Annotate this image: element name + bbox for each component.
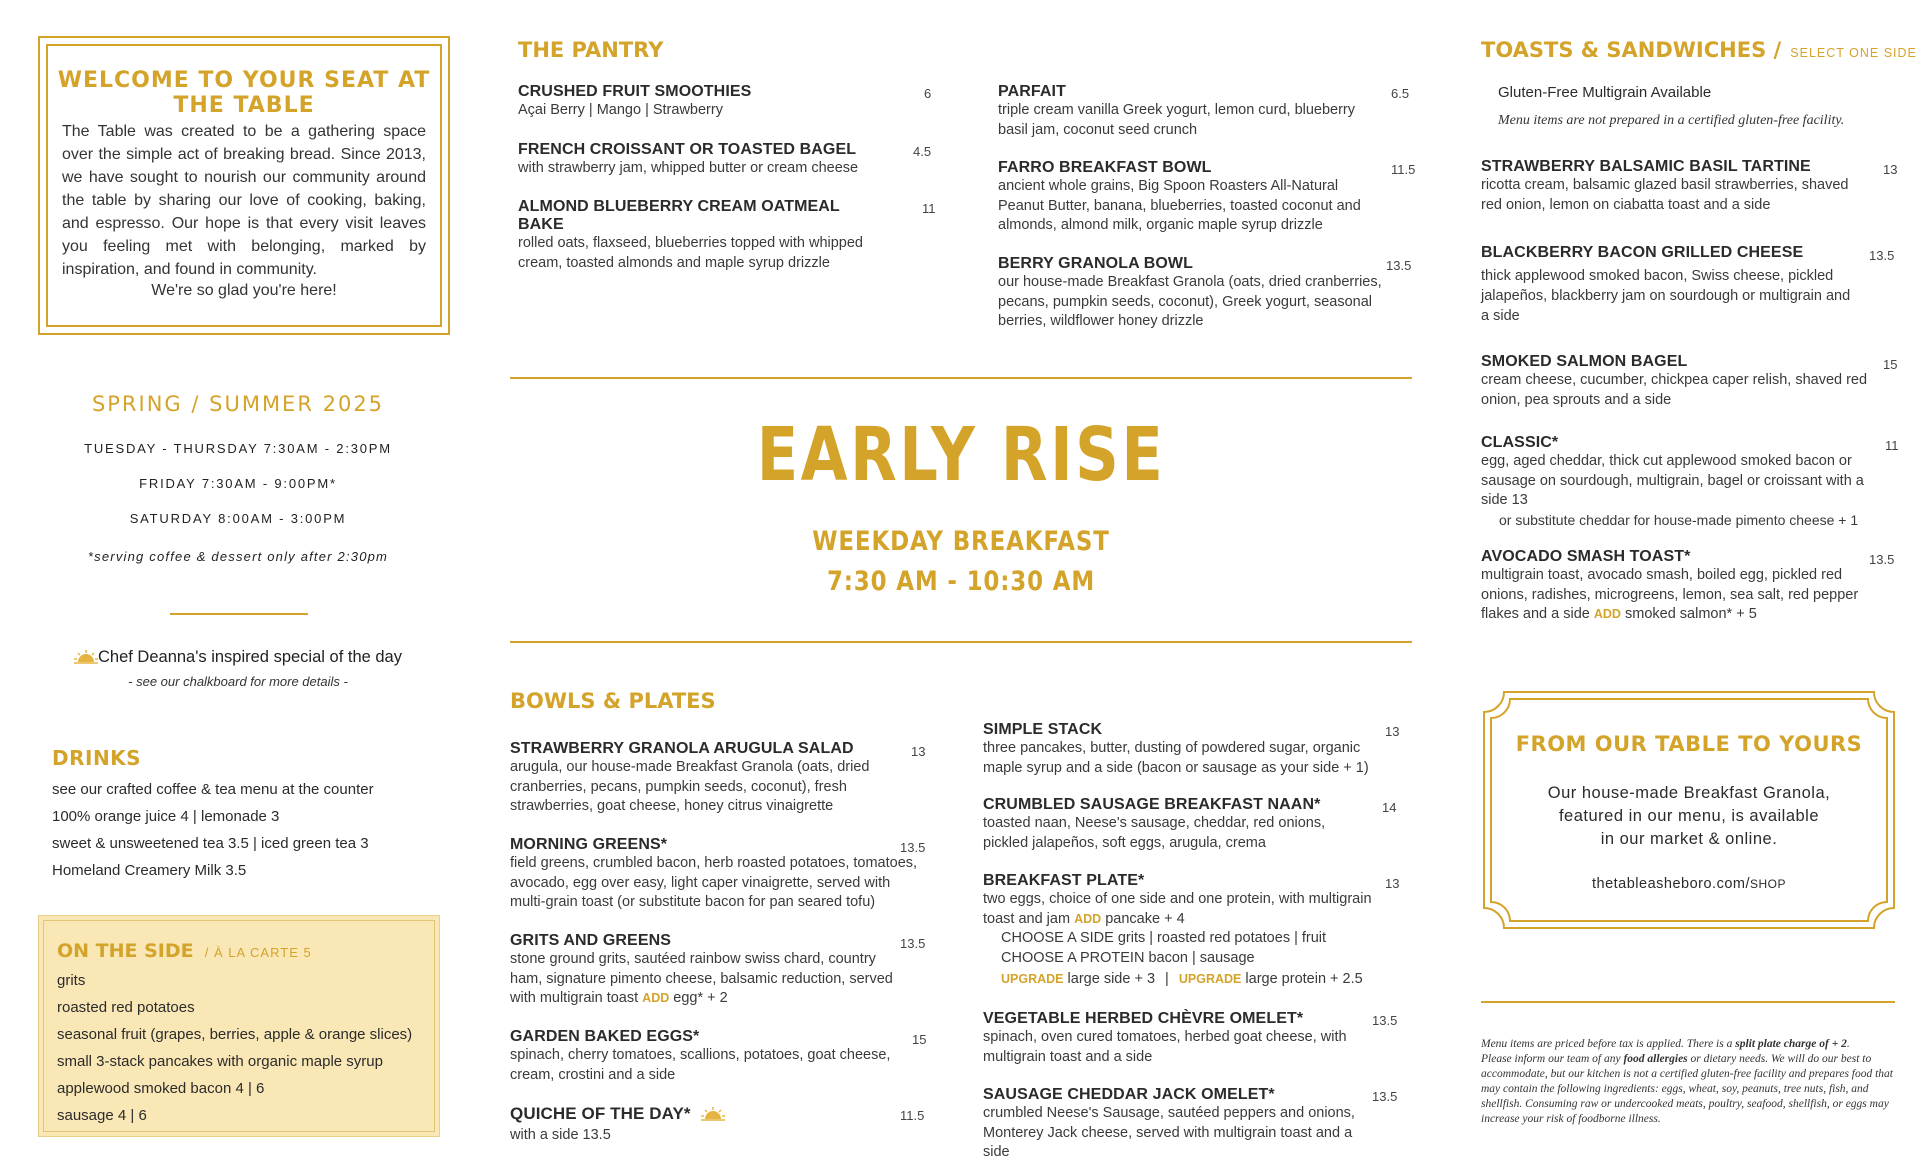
- upgrade-label: UPGRADE: [1001, 972, 1064, 986]
- item-price: 13: [1385, 724, 1400, 739]
- item-name: BREAKFAST PLATE*: [983, 872, 1145, 889]
- from-table-line-3: in our market & online.: [1600, 830, 1778, 848]
- item-name: FRENCH CROISSANT OR TOASTED BAGEL: [518, 141, 857, 158]
- upgrade-line: [983, 970, 1378, 990]
- item-desc: cream cheese, cucumber, chickpea caper relish, shaved red onion, pea sprouts and a side: [1481, 372, 1868, 408]
- divider-short: [170, 613, 308, 615]
- sunrise-icon: [74, 650, 98, 669]
- item-desc-text: two eggs, choice of one side and one protein, with multigrain toast and jam: [983, 891, 1372, 927]
- add-text: egg* + 2: [673, 990, 728, 1006]
- disclaimer: [1481, 1037, 1895, 1127]
- item-name: CRUMBLED SAUSAGE BREAKFAST NAAN*: [983, 796, 1321, 813]
- menu-item: [1481, 548, 1871, 625]
- item-desc: with strawberry jam, whipped butter or cream cheese: [518, 160, 859, 176]
- item-price: 13: [1385, 876, 1400, 891]
- on-the-side-box: [38, 915, 440, 1137]
- item-desc: three pancakes, butter, dusting of powdered sugar, organic maple syrup and a side (bacon or sausage as your side + 1): [983, 740, 1369, 776]
- shop-url-suffix[interactable]: SHOP: [1750, 877, 1787, 891]
- item-name: MORNING GREENS*: [510, 836, 668, 853]
- item-price: 11: [922, 201, 936, 216]
- item-name: SMOKED SALMON BAGEL: [1481, 353, 1688, 370]
- menu-item: [510, 836, 924, 913]
- welcome-title: WELCOME TO YOUR SEAT AT THE TABLE: [57, 68, 431, 118]
- sunrise-icon: [701, 1106, 725, 1126]
- item-sub-note: or substitute cheddar for house-made pimento cheese + 1: [1499, 511, 1859, 528]
- welcome-body: The Table was created to be a gathering space over the simple act of breaking bread. Since 2013, we have sought to nourish our community around the table by sharing our love of cooking, baking, and espresso. Our hope is that every visit leaves you feeling met with belonging, marked by inspiration, and found in community.: [62, 123, 426, 278]
- drink-line-3: sweet & unsweetened tea 3.5 | iced green tea 3: [52, 835, 369, 852]
- item-price: 6: [924, 86, 932, 101]
- item-name: CRUSHED FRUIT SMOOTHIES: [518, 83, 752, 100]
- choose-protein-line: CHOOSE A PROTEIN bacon | sausage: [1001, 949, 1255, 966]
- item-price: 13: [911, 744, 926, 759]
- item-price: 11.5: [1391, 162, 1416, 177]
- gluten-free-disclaimer: Menu items are not prepared in a certified gluten-free facility.: [1498, 113, 1845, 128]
- menu-item: [983, 796, 1373, 853]
- add-label: ADD: [1593, 607, 1621, 621]
- item-price: 11: [1885, 438, 1899, 453]
- menu-item: [983, 1086, 1378, 1163]
- menu-item: [983, 872, 1378, 990]
- disclaimer-p1-end: .: [1846, 1038, 1850, 1050]
- item-desc: [983, 890, 1378, 929]
- add-text: pancake + 4: [1105, 910, 1185, 927]
- item-desc-text: multigrain toast, avocado smash, boiled egg, pickled red onions, radishes, microgreens, lemon, sea salt, red pepper flakes and a side: [1481, 567, 1859, 622]
- special-note: - see our chalkboard for more details -: [128, 674, 348, 689]
- disclaimer-p1-bold: split plate charge of + 2: [1735, 1038, 1847, 1050]
- item-price: 6.5: [1391, 86, 1410, 101]
- menu-item: [983, 1010, 1378, 1067]
- side-item-bacon: applewood smoked bacon 4 | 6: [57, 1080, 265, 1097]
- item-price: 13.5: [900, 840, 926, 855]
- item-desc: egg, aged cheddar, thick cut applewood smoked bacon or sausage on sourdough, multigrain, bagel or croissant with a side 13: [1481, 453, 1864, 508]
- item-price: 14: [1382, 800, 1397, 815]
- item-desc: our house-made Breakfast Granola (oats, dried cranberries, pecans, pumpkin seeds, coconut), Greek yogurt, seasonal berries, wildflower honey drizzle: [998, 274, 1382, 329]
- item-desc: with a side 13.5: [510, 1127, 611, 1143]
- divider-right: [1481, 1001, 1895, 1003]
- side-item-fruit: seasonal fruit (grapes, berries, apple & orange slices): [57, 1026, 413, 1043]
- welcome-box: [38, 36, 450, 335]
- item-name: STRAWBERRY GRANOLA ARUGULA SALAD: [510, 740, 854, 757]
- menu-item: [510, 932, 910, 1009]
- menu-item: [1481, 434, 1866, 530]
- item-name: STRAWBERRY BALSAMIC BASIL TARTINE: [1481, 158, 1811, 175]
- special-line: [38, 648, 438, 669]
- menu-item: [998, 255, 1383, 332]
- disclaimer-p1: Menu items are priced before tax is applied. There is a: [1481, 1038, 1736, 1050]
- center-title: EARLY RISE: [756, 412, 1166, 498]
- item-name: BLACKBERRY BACON GRILLED CHEESE: [1481, 244, 1804, 261]
- item-desc: arugula, our house-made Breakfast Granola (oats, dried cranberries, pecans, pumpkin seeds, coconut), fresh strawberries, goat cheese, honey citrus vinaigrette: [510, 759, 870, 814]
- menu-item: [510, 1028, 910, 1085]
- choose-side-line: CHOOSE A SIDE grits | roasted red potatoes | fruit: [1001, 930, 1327, 946]
- hours-saturday: SATURDAY 8:00AM - 3:00PM: [129, 511, 347, 526]
- item-desc: crumbled Neese's Sausage, sautéed peppers and onions, Monterey Jack cheese, served with multigrain toast and a side: [983, 1105, 1355, 1160]
- upgrade-protein-text: large protein + 2.5: [1245, 971, 1363, 987]
- gluten-free-note: Gluten-Free Multigrain Available: [1498, 84, 1712, 101]
- toasts-header: [1481, 38, 1917, 62]
- item-desc: rolled oats, flaxseed, blueberries topped with whipped cream, toasted almonds and maple syrup drizzle: [518, 235, 863, 271]
- menu-item: [518, 198, 888, 273]
- menu-item: [518, 141, 928, 179]
- hours-note: *serving coffee & dessert only after 2:30pm: [87, 549, 389, 564]
- side-item-sausage: sausage 4 | 6: [57, 1107, 147, 1124]
- item-name: GRITS AND GREENS: [510, 932, 672, 949]
- menu-item: [510, 740, 910, 817]
- item-desc-text: stone ground grits, sautéed rainbow swiss chard, country ham, signature pimento cheese, balsamic reduction, served with multigrain toast: [510, 951, 893, 1006]
- drink-line-1: see our crafted coffee & tea menu at the counter: [52, 781, 374, 798]
- season-title: SPRING / SUMMER 2025: [91, 392, 385, 416]
- pantry-title: THE PANTRY: [518, 38, 664, 62]
- side-item-potatoes: roasted red potatoes: [57, 999, 195, 1016]
- item-desc: triple cream vanilla Greek yogurt, lemon curd, blueberry basil jam, coconut seed crunch: [998, 102, 1356, 138]
- hours-weekday: TUESDAY - THURSDAY 7:30AM - 2:30PM: [84, 441, 392, 456]
- item-name: SAUSAGE CHEDDAR JACK OMELET*: [983, 1086, 1275, 1103]
- from-table-line-2: featured in our menu, is available: [1558, 807, 1820, 825]
- item-price: 13.5: [1386, 258, 1412, 273]
- toasts-subtitle: SELECT ONE SIDE: [1790, 46, 1917, 60]
- special-text: Chef Deanna's inspired special of the day: [97, 648, 402, 666]
- disclaimer-p2-end: or dietary needs. We will do our best to accommodate, but our kitchen is not a certified gluten-free facility and prepares food that may contain the following ingredients: eggs, wheat, soy, peanuts, tree nuts, fish, and shellfish. Consuming raw or undercooked meats, poultry, seafood, shellfish, or eggs may increase your risk of foodborne illness.: [1481, 1053, 1894, 1125]
- disclaimer-p2-bold: food allergies: [1623, 1053, 1688, 1065]
- item-name: BERRY GRANOLA BOWL: [998, 255, 1193, 272]
- item-name: FARRO BREAKFAST BOWL: [998, 159, 1212, 176]
- divider-top: [510, 377, 1412, 379]
- from-table-line-1: Our house-made Breakfast Granola,: [1547, 784, 1831, 802]
- add-label: ADD: [642, 991, 670, 1005]
- drink-line-2: 100% orange juice 4 | lemonade 3: [52, 808, 280, 825]
- menu-item: [1481, 244, 1861, 326]
- disclaimer-p2: Please inform our team of any: [1481, 1053, 1624, 1065]
- item-price: 13: [1883, 162, 1898, 177]
- item-name: PARFAIT: [998, 83, 1066, 100]
- center-subtitle: WEEKDAY BREAKFAST: [812, 526, 1110, 557]
- welcome-closing: We're so glad you're here!: [151, 282, 337, 299]
- item-price: 13.5: [1372, 1089, 1398, 1104]
- drinks-title: DRINKS: [52, 746, 142, 770]
- item-desc: Açai Berry | Mango | Strawberry: [518, 102, 723, 118]
- center-time: 7:30 AM - 10:30 AM: [826, 566, 1096, 597]
- from-table-title: FROM OUR TABLE TO YOURS: [1515, 732, 1863, 756]
- item-price: 13.5: [1869, 248, 1895, 263]
- side-item-grits: grits: [57, 972, 86, 989]
- toasts-title: TOASTS & SANDWICHES /: [1481, 38, 1782, 62]
- add-text: smoked salmon* + 5: [1624, 606, 1757, 622]
- upgrade-side-text: large side + 3: [1067, 971, 1156, 987]
- upgrade-label-2: UPGRADE: [1178, 972, 1242, 986]
- item-price: 13.5: [900, 936, 926, 951]
- item-desc: [510, 950, 910, 1009]
- item-price: 15: [912, 1032, 927, 1047]
- item-desc: thick applewood smoked bacon, Swiss cheese, pickled jalapeños, blackberry jam on sourdough or multigrain and a side: [1481, 268, 1851, 324]
- menu-item: [518, 83, 928, 121]
- bowls-title: BOWLS & PLATES: [510, 689, 716, 713]
- item-name: ALMOND BLUEBERRY CREAM OATMEAL BAKE: [518, 198, 840, 233]
- item-price: 15: [1883, 357, 1898, 372]
- side-item-pancakes: small 3-stack pancakes with organic maple syrup: [57, 1053, 383, 1070]
- item-name: CLASSIC*: [1481, 434, 1559, 451]
- divider-bottom: [510, 641, 1412, 643]
- separator: |: [1165, 971, 1169, 987]
- menu-item: [983, 721, 1373, 778]
- on-the-side-subtitle: / À LA CARTE 5: [204, 945, 312, 960]
- add-label: ADD: [1074, 911, 1102, 926]
- on-the-side-header: [57, 940, 312, 962]
- item-price: 13.5: [1869, 552, 1895, 567]
- shop-url[interactable]: thetableasheboro.com/: [1591, 876, 1750, 892]
- item-name: SIMPLE STACK: [983, 721, 1103, 738]
- menu-item: [998, 159, 1378, 236]
- item-desc: spinach, cherry tomatoes, scallions, potatoes, goat cheese, cream, crostini and a side: [510, 1047, 891, 1083]
- menu-item: [1481, 158, 1861, 215]
- item-name: QUICHE OF THE DAY*: [510, 1104, 691, 1123]
- item-desc: spinach, oven cured tomatoes, herbed goat cheese, with multigrain toast and a side: [983, 1029, 1347, 1065]
- item-name: VEGETABLE HERBED CHÈVRE OMELET*: [983, 1010, 1304, 1027]
- menu-item: [1481, 353, 1871, 410]
- shop-link[interactable]: [1482, 876, 1896, 892]
- on-the-side-title: ON THE SIDE: [57, 940, 194, 962]
- item-desc: toasted naan, Neese's sausage, cheddar, red onions, pickled jalapeños, soft eggs, arugula, crema: [983, 815, 1326, 851]
- menu-item: [510, 1104, 910, 1146]
- item-name: GARDEN BAKED EGGS*: [510, 1028, 700, 1045]
- item-desc: [1481, 566, 1871, 625]
- from-table-body: [1482, 782, 1896, 851]
- item-price: 13.5: [1372, 1013, 1398, 1028]
- menu-item: [998, 83, 1378, 140]
- item-desc: field greens, crumbled bacon, herb roasted potatoes, tomatoes, avocado, egg over easy, light caper vinaigrette, served with multi-grain toast (or substitute bacon for pan seared tofu): [510, 855, 918, 910]
- from-our-table-box: [1482, 690, 1896, 930]
- item-desc: ricotta cream, balsamic glazed basil strawberries, shaved red onion, lemon on ciabatta toast and a side: [1481, 177, 1849, 213]
- drink-line-4: Homeland Creamery Milk 3.5: [52, 862, 247, 879]
- item-price: 4.5: [913, 144, 932, 159]
- hours-friday: FRIDAY 7:30AM - 9:00PM*: [139, 476, 337, 491]
- item-desc: ancient whole grains, Big Spoon Roasters All-Natural Peanut Butter, banana, blueberries, toasted coconut and almonds, almond milk, organic maple syrup drizzle: [998, 178, 1361, 233]
- item-price: 11.5: [900, 1108, 925, 1123]
- item-name: AVOCADO SMASH TOAST*: [1481, 548, 1691, 565]
